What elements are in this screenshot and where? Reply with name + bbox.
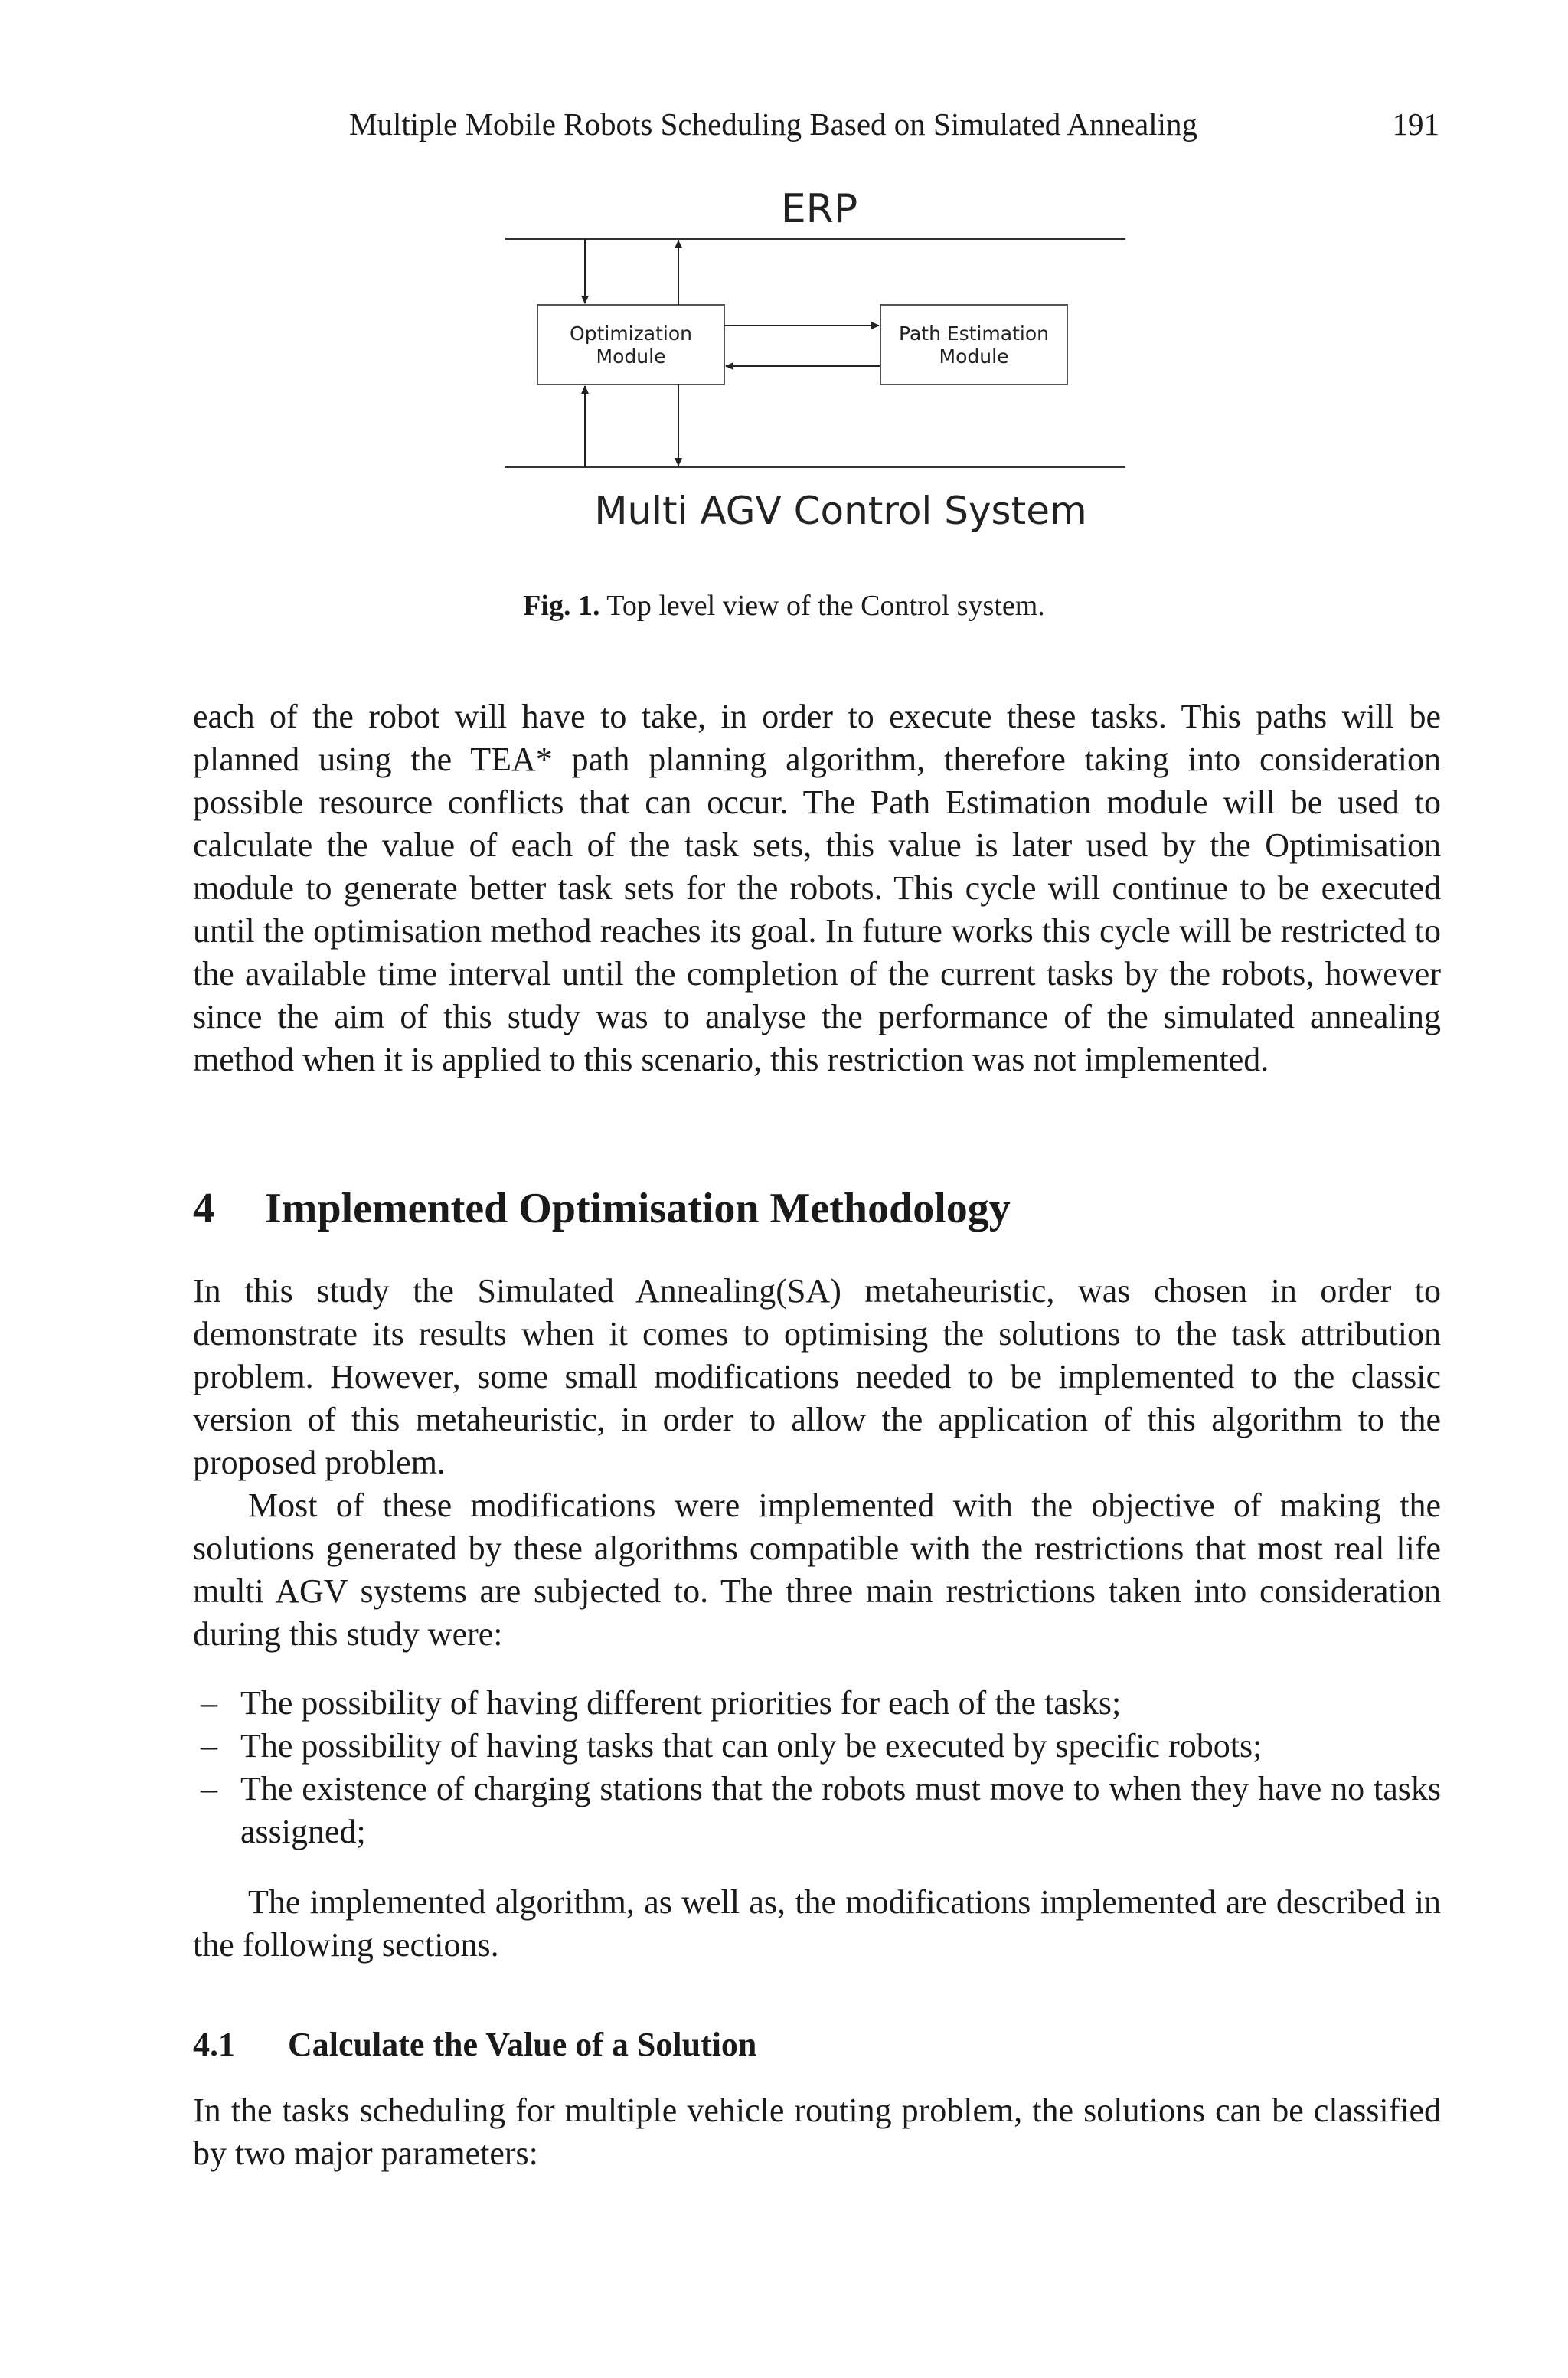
section-4-paragraphs	[193, 1270, 1441, 1656]
optimization-module-box	[537, 305, 724, 384]
section-4-heading	[193, 1184, 1441, 1233]
list-item: – The possibility of having different priorities for each of the tasks;	[201, 1684, 1122, 1722]
optimization-module-label-line1: Optimization	[570, 322, 692, 345]
section-4-para-2: Most of these modifications were implemented with the objective of making the solutions generated by these algorithms compatible with the restrictions that most real life multi AGV systems are subjected to. The three main restrictions taken into consideration during this study were:	[193, 1487, 1441, 1653]
section-4-1-title: Calculate the Value of a Solution	[288, 2026, 757, 2063]
control-system-diagram	[0, 0, 1568, 628]
path-estimation-module-box	[880, 305, 1067, 384]
running-head-title: Multiple Mobile Robots Scheduling Based on Simulated Annealing	[349, 106, 1198, 142]
intro-paragraph-block	[193, 695, 1441, 1081]
list-item: – The existence of charging stations that the robots must move to when they have no tasks assigned;	[201, 1770, 1441, 1850]
section-4-para-1: In this study the Simulated Annealing(SA) metaheuristic, was chosen in order to demonstrate its results when it comes to optimising the solutions to the task attribution problem. However, some small modifications needed to be implemented to the classic version of this metaheuristic, in order to allow the application of this algorithm to the proposed problem.	[193, 1272, 1441, 1481]
section-4-title: Implemented Optimisation Methodology	[265, 1185, 1011, 1232]
figure-1	[0, 0, 1568, 628]
page-number: 191	[1392, 106, 1439, 142]
section-4-number: 4	[193, 1185, 214, 1232]
path-estimation-module-label-line2: Module	[939, 345, 1009, 368]
intro-paragraph: each of the robot will have to take, in order to execute these tasks. This paths will be planned using the TEA* path planning algorithm, therefore taking into consideration possible resource conflicts that can occur. The Path Estimation module will be used to calculate the value of each of the task sets, this value is later used by the Optimisation module to generate better task sets for the robots. This cycle will continue to be executed until the optimisation method reaches its goal. In future works this cycle will be restricted to the available time interval until the completion of the current tasks by the robots, however since the aim of this study was to analyse the performance of the simulated annealing method when it is applied to this scenario, this restriction was not implemented.	[193, 698, 1441, 1078]
section-4-1-heading	[193, 2023, 1441, 2066]
figure-caption	[0, 588, 1568, 623]
figure-caption-label: Fig. 1.	[523, 590, 600, 622]
section-4-1-paragraph-block	[193, 2089, 1441, 2175]
list-item: – The possibility of having tasks that can only be executed by specific robots;	[201, 1727, 1263, 1765]
erp-label: ERP	[780, 186, 858, 232]
optimization-module-label-line2: Module	[596, 345, 666, 368]
figure-caption-text: Top level view of the Control system.	[606, 590, 1045, 622]
multi-agv-label: Multi AGV Control System	[594, 489, 1087, 533]
path-estimation-module-label-line1: Path Estimation	[899, 322, 1049, 345]
section-4-1-para-1: In the tasks scheduling for multiple vehicle routing problem, the solutions can be classified by two major parameters:	[193, 2092, 1441, 2172]
section-4-closing	[193, 1881, 1441, 1967]
section-4-para-3: The implemented algorithm, as well as, the modifications implemented are described in the following sections.	[193, 1883, 1441, 1964]
section-4-1-number: 4.1	[193, 2026, 235, 2063]
restrictions-list	[193, 1682, 1441, 1853]
